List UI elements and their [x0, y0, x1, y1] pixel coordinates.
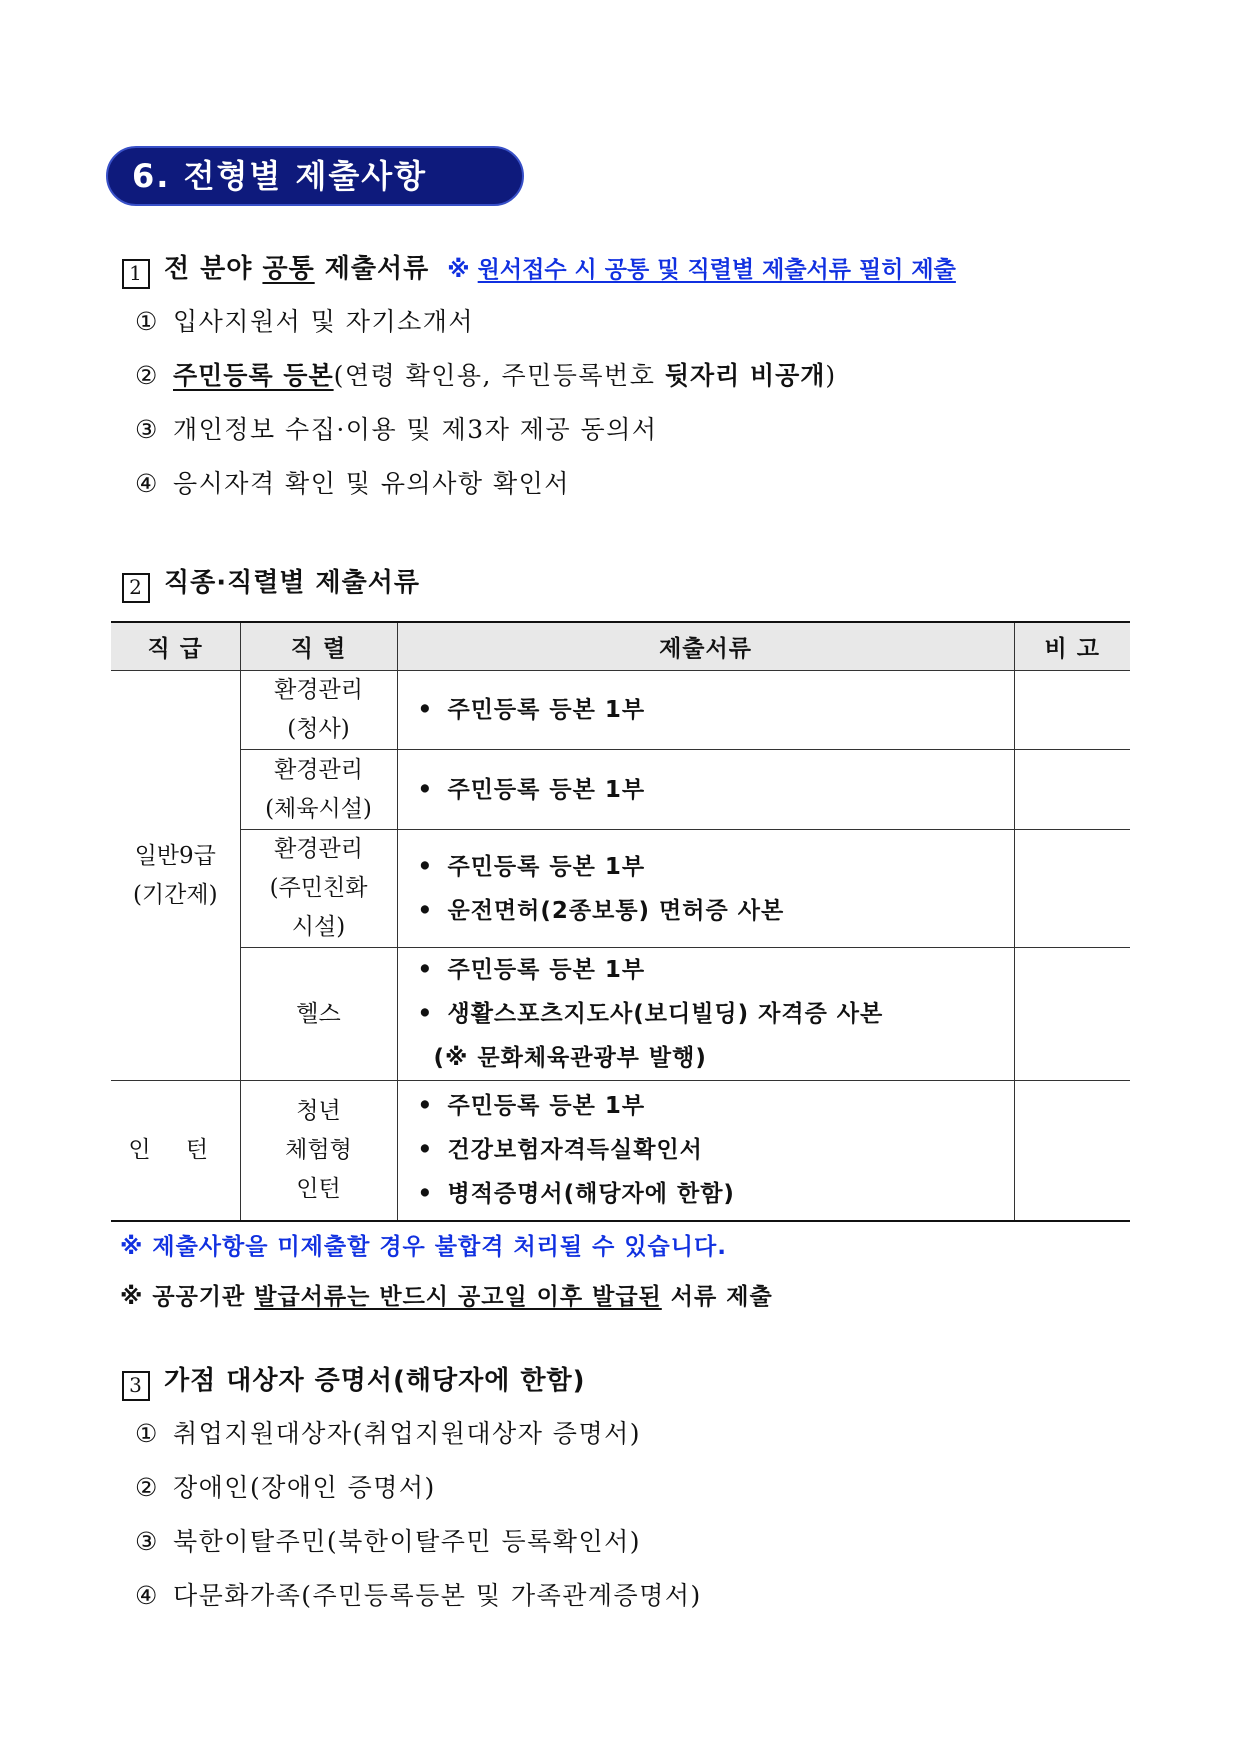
section1-title: 1 전 분야 공통 제출서류 ※ 원서접수 시 공통 및 직렬별 제출서류 필히 제출	[122, 248, 956, 289]
header-series: 직 렬	[240, 622, 397, 671]
list-item: ② 장애인(장애인 증명서)	[135, 1473, 436, 1502]
list-item: ① 취업지원대상자(취업지원대상자 증명서)	[135, 1419, 642, 1448]
warning-note: ※ 제출사항을 미제출할 경우 불합격 처리될 수 있습니다.	[120, 1234, 727, 1260]
section3-title: 3 가점 대상자 증명서(해당자에 한함)	[122, 1360, 586, 1401]
section2-number: 2	[122, 573, 150, 603]
list-item: ④ 다문화가족(주민등록등본 및 가족관계증명서)	[135, 1581, 702, 1610]
documents-cell: • 주민등록 등본 1부	[397, 750, 1014, 830]
remarks-cell	[1014, 671, 1130, 750]
section1-note: ※ 원서접수 시 공통 및 직렬별 제출서류 필히 제출	[447, 257, 956, 283]
issuance-note: ※ 공공기관 발급서류는 반드시 공고일 이후 발급된 서류 제출	[120, 1284, 773, 1310]
table-row	[111, 1081, 1130, 1221]
table-header-row	[111, 622, 1130, 671]
section-heading: 6. 전형별 제출사항	[106, 146, 524, 206]
documents-cell: • 주민등록 등본 1부 • 생활스포츠지도사(보디빌딩) 자격증 사본 (※ 문화체육관광부 발행)	[397, 948, 1014, 1081]
grade-cell: 일반9급 (기간제)	[111, 671, 240, 1081]
table-row	[111, 671, 1130, 750]
table-row	[111, 750, 1130, 830]
remarks-cell	[1014, 948, 1130, 1081]
documents-cell: • 주민등록 등본 1부 • 운전면허(2종보통) 면허증 사본	[397, 830, 1014, 948]
header-documents: 제출서류	[397, 622, 1014, 671]
remarks-cell	[1014, 750, 1130, 830]
list-item: ③ 북한이탈주민(북한이탈주민 등록확인서)	[135, 1527, 642, 1556]
series-cell: 헬스	[240, 948, 397, 1081]
table-row	[111, 830, 1130, 948]
list-item: ① 입사지원서 및 자기소개서	[135, 307, 475, 336]
documents-table	[111, 621, 1130, 1222]
table-row	[111, 948, 1130, 1081]
list-item: ④ 응시자격 확인 및 유의사항 확인서	[135, 469, 570, 498]
series-cell: 환경관리 (체육시설)	[240, 750, 397, 830]
section3-number: 3	[122, 1371, 150, 1401]
series-cell: 청년 체험형 인턴	[240, 1081, 397, 1221]
header-grade: 직 급	[111, 622, 240, 671]
documents-cell: • 주민등록 등본 1부	[397, 671, 1014, 750]
grade-cell: 인 턴	[111, 1081, 240, 1221]
remarks-cell	[1014, 1081, 1130, 1221]
section2-title: 2 직종·직렬별 제출서류	[122, 562, 420, 603]
header-remarks: 비 고	[1014, 622, 1130, 671]
list-item: ② 주민등록 등본(연령 확인용, 주민등록번호 뒷자리 비공개)	[135, 361, 837, 390]
list-item: ③ 개인정보 수집·이용 및 제3자 제공 동의서	[135, 415, 658, 444]
remarks-cell	[1014, 830, 1130, 948]
series-cell: 환경관리 (청사)	[240, 671, 397, 750]
section1-number: 1	[122, 259, 150, 289]
series-cell: 환경관리 (주민친화 시설)	[240, 830, 397, 948]
documents-cell: • 주민등록 등본 1부 • 건강보험자격득실확인서 • 병적증명서(해당자에 한함)	[397, 1081, 1014, 1221]
